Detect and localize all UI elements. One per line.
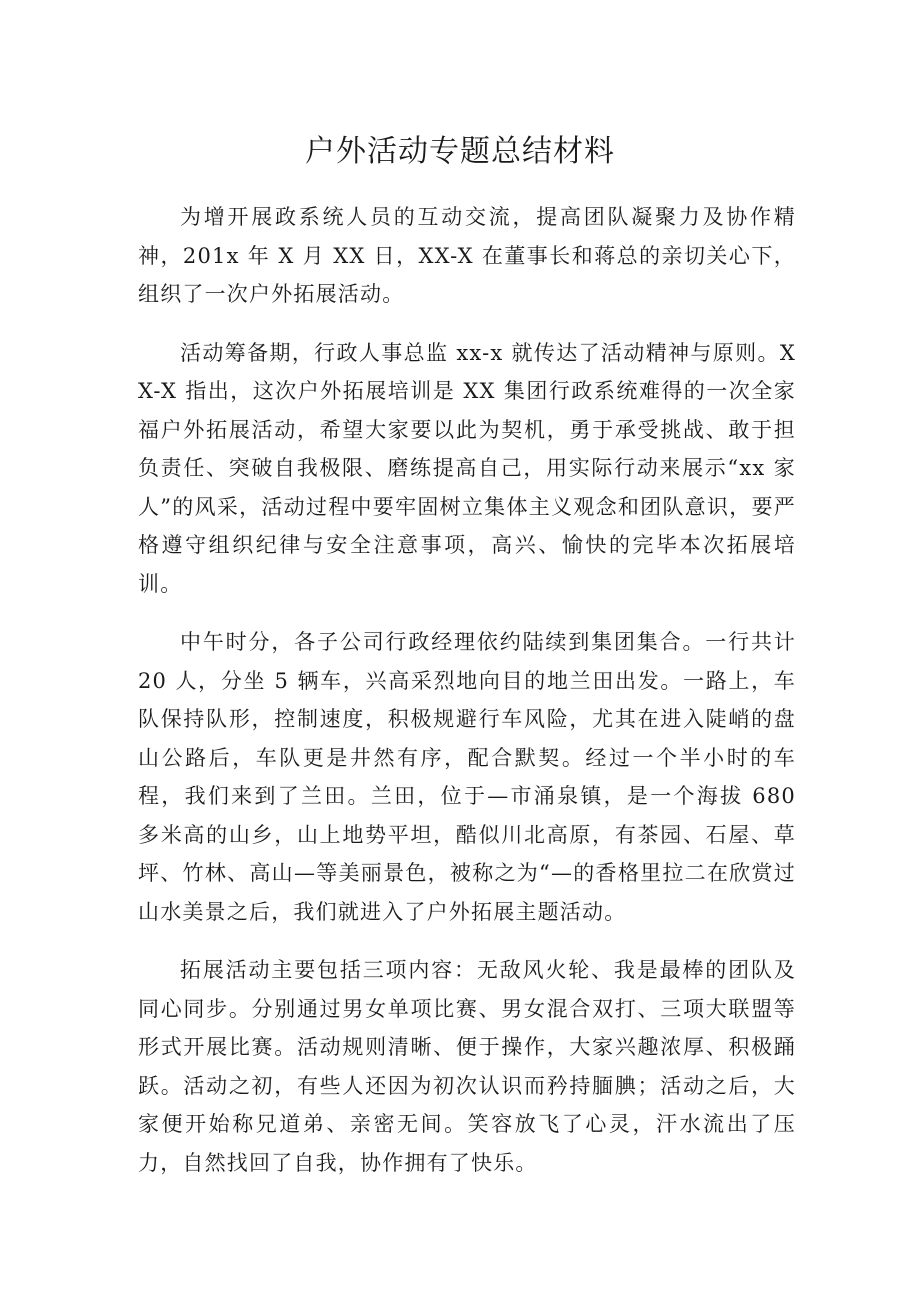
paragraph-activities: 拓展活动主要包括三项内容：无敌风火轮、我是最棒的团队及同心同步。分别通过男女单项比赛、男女混合双打、三项大联盟等形式开展比赛。活动规则清晰、便于操作，大家兴趣浓厚、积极踊跃。活动之初，有些人还因为初次认识而矜持腼腆；活动之后，大家便开始称兄道弟、亲密无间。笑容放飞了心灵，汗水流出了压力，自然找回了自我，协作拥有了快乐。 xyxy=(138,958,796,1175)
document-title: 户外活动专题总结材料 xyxy=(305,134,615,169)
paragraph-preparation: 活动筹备期，行政人事总监 xx-x 就传达了活动精神与原则。XX-X 指出，这次户外拓展培训是 XX 集团行政系统难得的一次全家福户外拓展活动，希望大家要以此为契机，勇于承受挑战、敢于担负责任、突破自我极限、磨练提高自己，用实际行动来展示“xx 家人”的风采，活动过程中要牢固树立集体主义观念和团队意识，要严格遵守组织纪律与安全注意事项，高兴、愉快的完毕本次拓展培训。 xyxy=(138,340,796,596)
document-body xyxy=(138,198,796,1202)
paragraph-journey: 中午时分，各子公司行政经理依约陆续到集团集合。一行共计 20 人，分坐 5 辆车，兴高采烈地向目的地兰田出发。一路上，车队保持队形，控制速度，积极规避行车风险，尤其在进入陡峭的盘山公路后，车队更是井然有序，配合默契。经过一个半小时的车程，我们来到了兰田。兰田，位于—市涌泉镇，是一个海拔 680 多米高的山乡，山上地势平坦，酷似川北高原，有茶园、石屋、草坪、竹林、高山—等美丽景色，被称之为“—的香格里拉二在欣赏过山水美景之后，我们就进入了户外拓展主题活动。 xyxy=(138,630,796,924)
paragraph-intro: 为增开展政系统人员的互动交流，提高团队凝聚力及协作精神，201x 年 X 月 XX 日，XX-X 在董事长和蒋总的亲切关心下，组织了一次户外拓展活动。 xyxy=(138,205,796,306)
